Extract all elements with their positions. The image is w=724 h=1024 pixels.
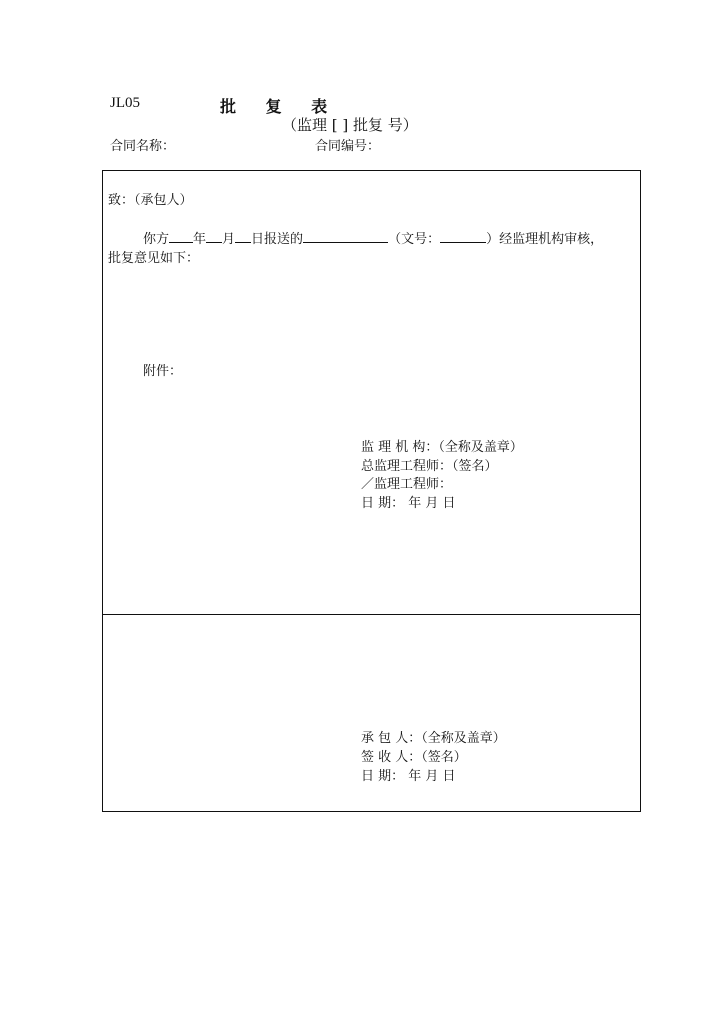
year-blank[interactable]: [169, 230, 193, 243]
contract-name-label: 合同名称：: [110, 139, 176, 154]
contractor-date-label: 日 期： 年 月 日: [361, 769, 456, 784]
contract-number-label: 合同编号：: [315, 139, 381, 154]
approval-opinion-label: 批复意见如下：: [108, 251, 200, 266]
chief-engineer-label: 总监理工程师：（签名）: [361, 459, 498, 474]
addressee-line: 致：（承包人）: [108, 193, 193, 208]
form-code: JL05: [110, 95, 140, 111]
attachment-label: 附件：: [143, 364, 183, 379]
day-blank[interactable]: [235, 230, 251, 243]
body-month: 月: [222, 232, 236, 247]
body-year: 年: [193, 232, 207, 247]
body-docno-close: ）经监理机构审核，: [486, 232, 604, 247]
document-number-blank[interactable]: [440, 230, 486, 243]
body-docno-open: （文号：: [388, 232, 441, 247]
month-blank[interactable]: [206, 230, 222, 243]
supervisor-date-label: 日 期： 年 月 日: [361, 496, 456, 511]
supervision-org-label: 监 理 机 构：（全称及盖章）: [361, 440, 523, 455]
form-title: 批 复 表: [220, 97, 340, 116]
body-you: 你方: [143, 232, 170, 247]
submission-sentence: [143, 228, 603, 247]
document-title-blank[interactable]: [303, 230, 388, 243]
receiver-label: 签 收 人：（签名）: [361, 750, 467, 765]
contractor-label: 承 包 人：（全称及盖章）: [361, 731, 506, 746]
section-divider: [103, 614, 640, 615]
approval-number: （监理 [ ] 批复 号）: [282, 116, 418, 134]
body-day: 日报送的: [251, 232, 304, 247]
engineer-label: ／监理工程师：: [361, 477, 453, 492]
